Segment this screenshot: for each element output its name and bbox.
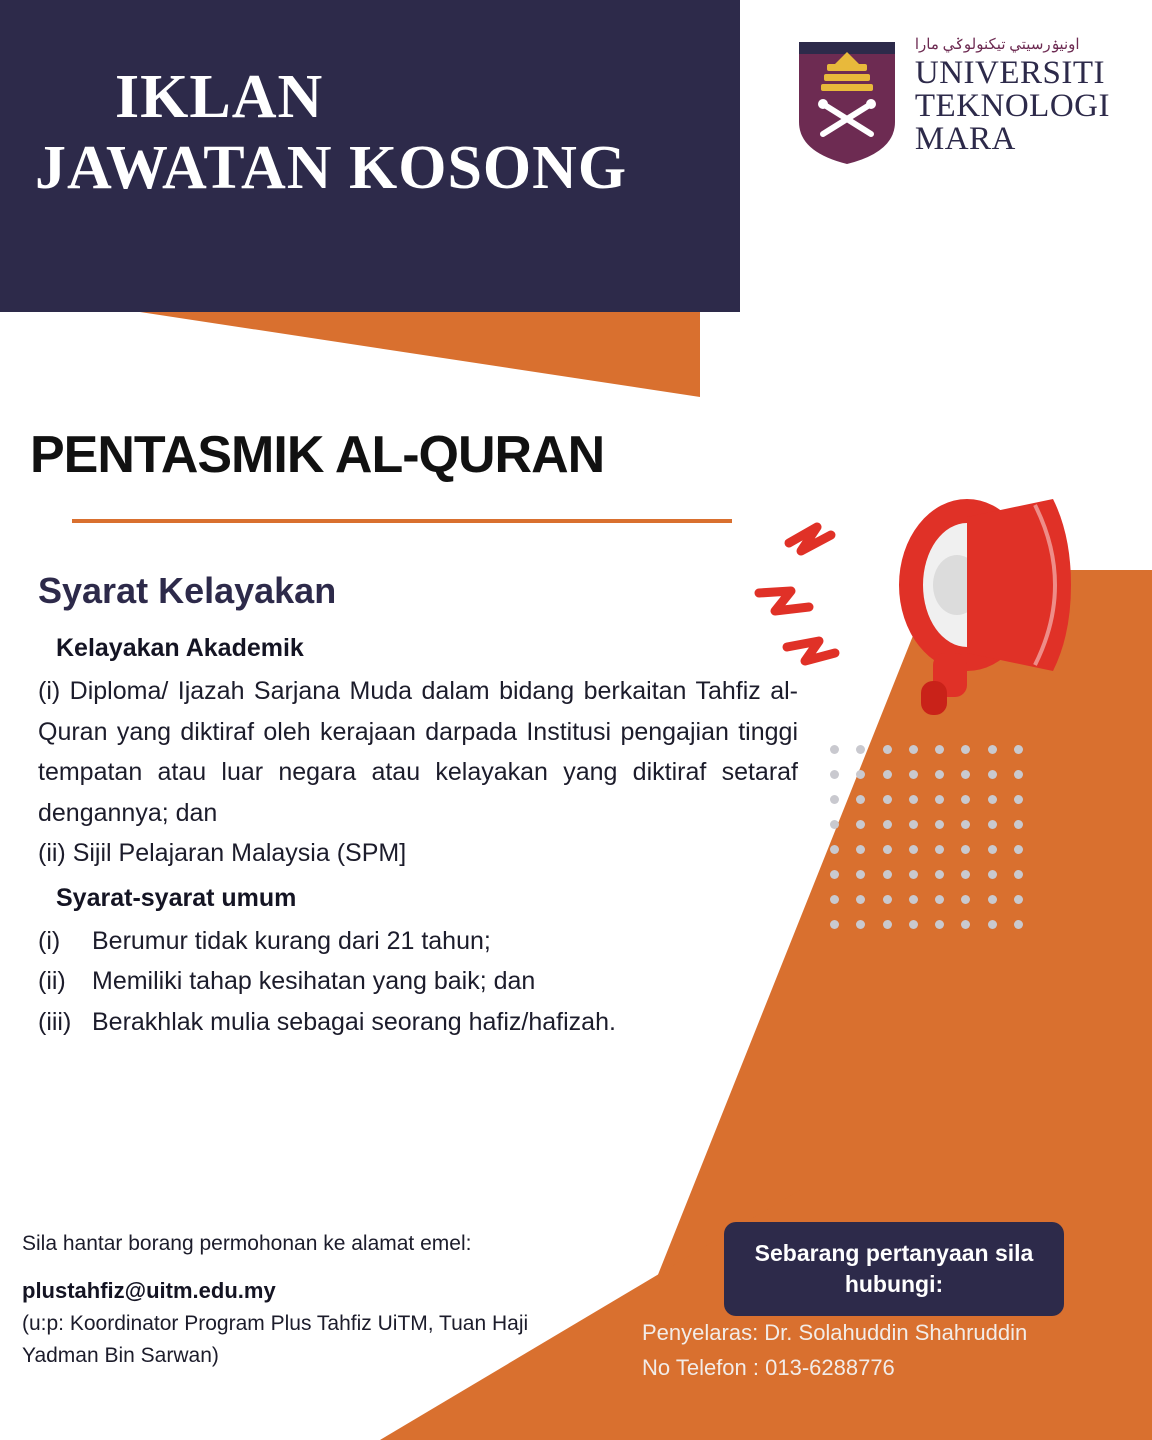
title-divider bbox=[72, 519, 732, 523]
academic-item-1: (i) Diploma/ Ijazah Sarjana Muda dalam bidang berkaitan Tahfiz al- Quran yang diktiraf oleh kerajaan darpada Institusi pengajian tinggi tempatan atau luar negara atau kelayakan yang diktiraf setaraf dengannya; dan bbox=[38, 677, 798, 827]
attention-line-1: (u:p: Koordinator Program Plus Tahfiz UiTM, Tuan Haji bbox=[22, 1312, 529, 1335]
academic-heading: Kelayakan Akademik bbox=[56, 634, 304, 662]
general-heading: Syarat-syarat umum bbox=[56, 883, 297, 912]
contact-phone: No Telefon : 013-6288776 bbox=[642, 1355, 895, 1381]
header-line-1: IKLAN bbox=[115, 63, 324, 131]
academic-item-2: (ii) Sijil Pelajaran Malaysia (SPM] bbox=[38, 839, 407, 867]
general-item-3 bbox=[38, 1002, 798, 1043]
application-instructions bbox=[22, 1232, 642, 1371]
general-item-2-marker: (ii) bbox=[38, 967, 66, 995]
header-banner bbox=[0, 0, 740, 312]
uitm-logo-line-1: UNIVERSITI bbox=[914, 55, 1106, 91]
uitm-logo bbox=[793, 38, 1110, 166]
general-item-1-text: Berumur tidak kurang dari 21 tahun; bbox=[92, 926, 491, 955]
contact-details bbox=[642, 1315, 1112, 1385]
uitm-logo-jawi: اونيۏرسيتي تيكنولوݢي مارا bbox=[914, 37, 1080, 53]
dot-grid-decoration bbox=[830, 745, 1040, 945]
general-item-3-marker: (iii) bbox=[38, 1007, 72, 1036]
contact-badge: Sebarang pertanyaan sila hubungi: bbox=[724, 1222, 1064, 1316]
page-title: PENTASMIK AL-QURAN bbox=[30, 426, 605, 484]
megaphone-icon bbox=[735, 465, 1085, 725]
general-item-1-marker: (i) bbox=[38, 926, 61, 955]
general-item-2 bbox=[38, 961, 798, 1002]
general-item-3-text: Berakhlak mulia sebagai seorang hafiz/hafizah. bbox=[92, 1007, 616, 1036]
application-email[interactable]: plustahfiz@uitm.edu.my bbox=[22, 1278, 276, 1303]
uitm-logo-line-3: MARA bbox=[914, 121, 1016, 157]
contact-coordinator: Penyelaras: Dr. Solahuddin Shahruddin bbox=[642, 1320, 1028, 1345]
header-line-2: JAWATAN KOSONG bbox=[35, 134, 628, 203]
general-item-2-text: Memiliki tahap kesihatan yang baik; dan bbox=[92, 967, 536, 995]
uitm-logo-text bbox=[915, 38, 1110, 156]
requirements-section bbox=[38, 570, 798, 1042]
submission-note: Sila hantar borang permohonan ke alamat emel: bbox=[22, 1232, 472, 1255]
uitm-crest-icon bbox=[793, 38, 901, 166]
orange-header-accent-shape bbox=[140, 312, 700, 397]
attention-line-2: Yadman Bin Sarwan) bbox=[22, 1343, 219, 1367]
requirements-heading: Syarat Kelayakan bbox=[38, 570, 337, 611]
uitm-logo-line-2: TEKNOLOGI bbox=[914, 88, 1110, 124]
general-item-1 bbox=[38, 921, 798, 962]
